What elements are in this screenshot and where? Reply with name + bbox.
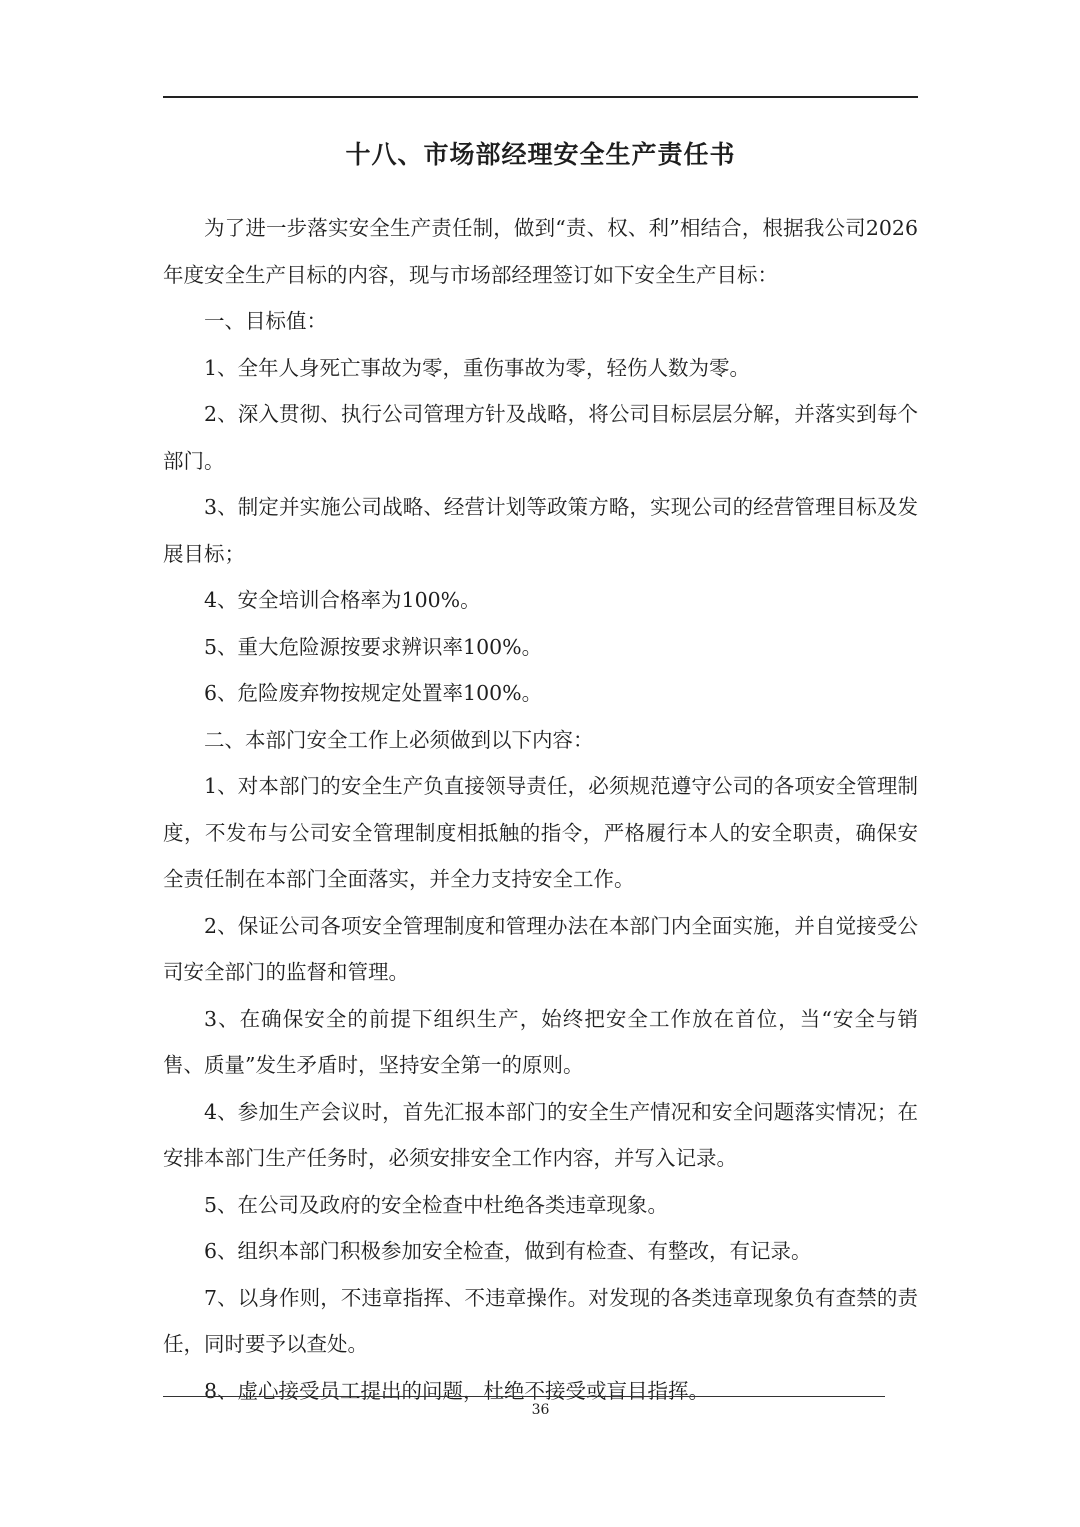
list-item: 7、以身作则，不违章指挥、不违章操作。对发现的各类违章现象负有查禁的责任，同时要予以查处。 bbox=[163, 1285, 918, 1356]
header-rule bbox=[163, 96, 918, 98]
list-item: 5、重大危险源按要求辨识率100%。 bbox=[204, 634, 543, 659]
document-title: 十八、市场部经理安全生产责任书 bbox=[345, 140, 736, 169]
section-heading-targets: 一、目标值： bbox=[204, 309, 327, 333]
page-number: 36 bbox=[531, 1402, 550, 1418]
list-item: 2、深入贯彻、执行公司管理方针及战略，将公司目标层层分解，并落实到每个部门。 bbox=[163, 402, 918, 473]
list-item: 4、安全培训合格率为100%。 bbox=[204, 588, 481, 612]
list-item: 6、组织本部门积极参加安全检查，做到有检查、有整改，有记录。 bbox=[204, 1239, 812, 1263]
list-item: 3、制定并实施公司战略、经营计划等政策方略，实现公司的经营管理目标及发展目标； bbox=[163, 495, 918, 566]
footer-rule bbox=[163, 1396, 885, 1397]
list-item: 1、对本部门的安全生产负直接领导责任，必须规范遵守公司的各项安全管理制度，不发布与公司安全管理制度相抵触的指令，严格履行本人的安全职责，确保安全责任制在本部门全面落实，并全力支持安全工作。 bbox=[163, 774, 918, 891]
list-item: 1、全年人身死亡事故为零，重伤事故为零，轻伤人数为零。 bbox=[204, 355, 751, 380]
section-heading-requirements: 二、本部门安全工作上必须做到以下内容： bbox=[204, 727, 594, 752]
paragraph-intro: 为了进一步落实安全生产责任制，做到“责、权、利”相结合，根据我公司2026年度安全生产目标的内容，现与市场部经理签订如下安全生产目标： bbox=[163, 216, 918, 287]
list-item: 4、参加生产会议时，首先汇报本部门的安全生产情况和安全问题落实情况；在安排本部门生产任务时，必须安排安全工作内容，并写入记录。 bbox=[163, 1099, 918, 1170]
list-item: 6、危险废弃物按规定处置率100%。 bbox=[204, 681, 543, 705]
list-item: 2、保证公司各项安全管理制度和管理办法在本部门内全面实施，并自觉接受公司安全部门的监督和管理。 bbox=[163, 913, 918, 984]
document-body bbox=[163, 205, 918, 1414]
list-item: 5、在公司及政府的安全检查中杜绝各类违章现象。 bbox=[204, 1192, 669, 1217]
list-item: 3、在确保安全的前提下组织生产，始终把安全工作放在首位，当“安全与销售、质量”发生矛盾时，坚持安全第一的原则。 bbox=[163, 1006, 918, 1077]
list-item: 8、虚心接受员工提出的问题，杜绝不接受或盲目指挥。 bbox=[204, 1378, 710, 1403]
